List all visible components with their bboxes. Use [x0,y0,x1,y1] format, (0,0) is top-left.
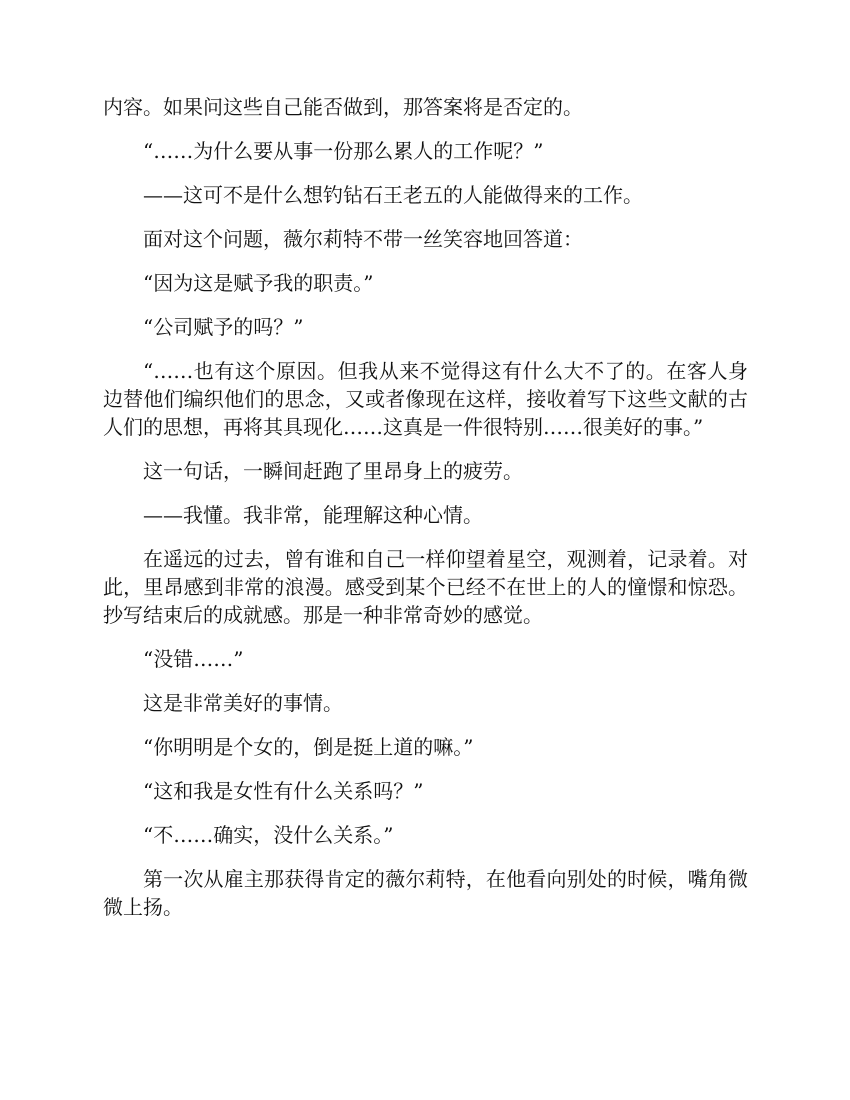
paragraph-dialogue: “……为什么要从事一份那么累人的工作呢？” [143,139,544,163]
paragraph-inner-thought: ——这可不是什么想钓钻石王老五的人能做得来的工作。 [143,183,643,207]
paragraph-narration: 这一句话，一瞬间赶跑了里昂身上的疲劳。 [143,459,523,483]
paragraph-narration: 面对这个问题，薇尔莉特不带一丝笑容地回答道： [143,227,583,251]
paragraph-narration: 在遥远的过去，曾有谁和自己一样仰望着星空，观测着，记录着。对此，里昂感到非常的浪漫。感受到某个已经不在世上的人的憧憬和惊恐。抄写结束后的成就感。那是一种非常奇妙的感觉。 [103,547,748,627]
paragraph-dialogue: “你明明是个女的，倒是挺上道的嘛。” [143,735,474,759]
paragraph-narration: 第一次从雇主那获得肯定的薇尔莉特，在他看向别处的时候，嘴角微微上扬。 [103,867,748,919]
paragraph-dialogue: “没错……” [143,647,244,671]
paragraph-dialogue: “……也有这个原因。但我从来不觉得这有什么大不了的。在客人身边替他们编织他们的思念，又或者像现在这样，接收着写下这些文献的古人们的思想，再将其具现化……这真是一件很特别……很美好的事。” [103,359,748,439]
paragraph-dialogue: “不……确实，没什么关系。” [143,823,394,847]
paragraph-narration: 这是非常美好的事情。 [143,691,343,715]
paragraph-dialogue: “这和我是女性有什么关系吗？” [143,779,424,803]
paragraph-dialogue: “因为这是赋予我的职责。” [143,271,374,295]
paragraph-dialogue: “公司赋予的吗？” [143,315,304,339]
paragraph-continued: 内容。如果问这些自己能否做到，那答案将是否定的。 [103,95,583,119]
paragraph-inner-thought: ——我懂。我非常，能理解这种心情。 [143,503,483,527]
document-page [103,93,748,937]
